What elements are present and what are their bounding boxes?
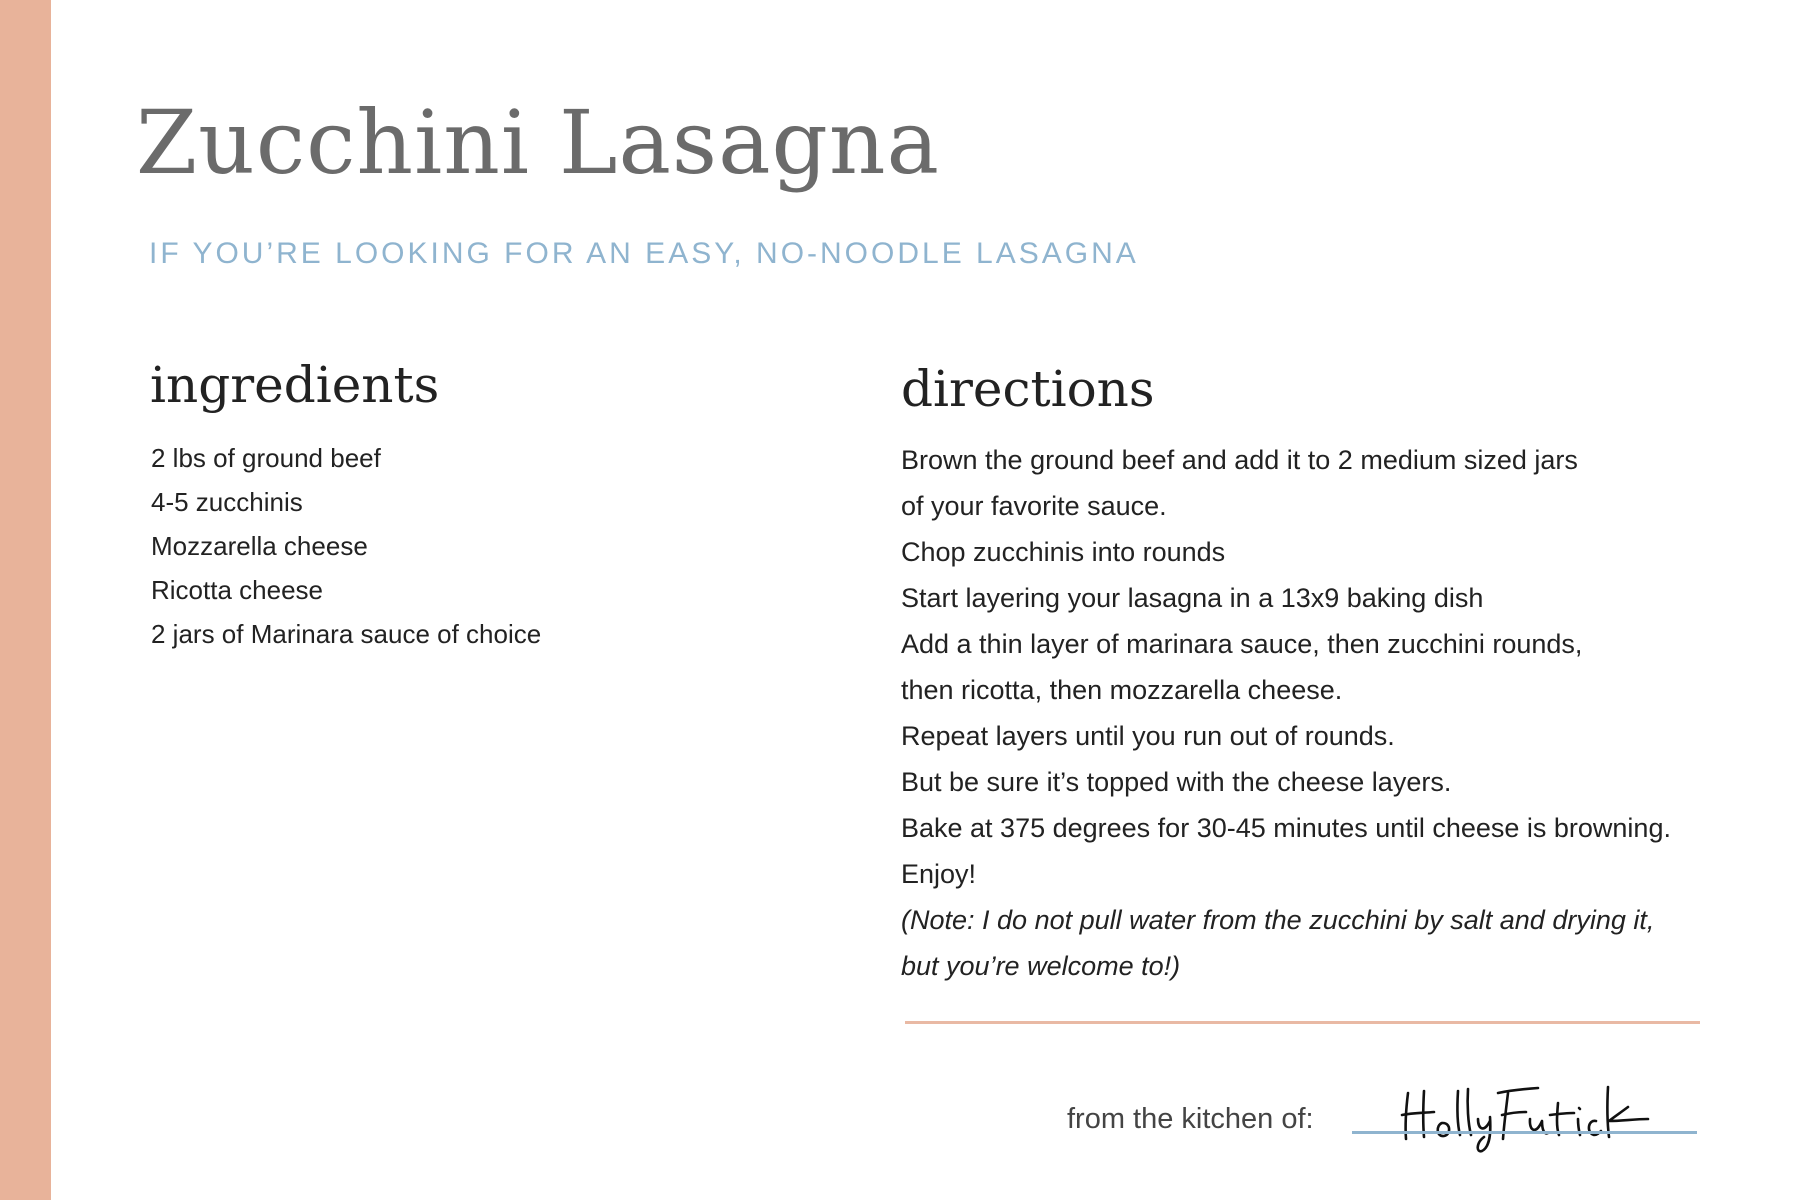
directions-list [901,437,1671,989]
direction-note-line: but you’re welcome to!) [901,951,1181,981]
direction-line: Brown the ground beef and add it to 2 medium sized jars [901,445,1578,475]
side-stripe [0,0,51,1200]
ingredient-item: 2 lbs of ground beef [151,443,381,473]
ingredient-item: 2 jars of Marinara sauce of choice [151,619,542,649]
ingredient-item: Ricotta cheese [151,575,323,605]
direction-line: Enjoy! [901,859,977,889]
direction-line: Start layering your lasagna in a 13x9 baking dish [901,583,1484,613]
direction-line: Chop zucchinis into rounds [901,537,1226,567]
direction-line: Add a thin layer of marinara sauce, then zucchini rounds, [901,629,1583,659]
direction-line: Bake at 375 degrees for 30-45 minutes until cheese is browning. [901,813,1671,843]
signature-line [1352,1131,1697,1134]
direction-line: of your favorite sauce. [901,491,1167,521]
directions-heading: directions [901,360,1155,418]
ingredient-item: Mozzarella cheese [151,531,368,561]
direction-note-line: (Note: I do not pull water from the zucchini by salt and drying it, [901,905,1655,935]
direction-line: Repeat layers until you run out of rounds. [901,721,1395,751]
ingredients-heading: ingredients [150,356,440,414]
ingredients-list [151,436,541,656]
ingredient-item: 4-5 zucchinis [151,487,303,517]
recipe-subtitle: IF YOU’RE LOOKING FOR AN EASY, NO-NOODLE LASAGNA [149,237,1139,270]
recipe-title: Zucchini Lasagna [136,91,941,194]
direction-line: then ricotta, then mozzarella cheese. [901,675,1343,705]
footer-divider [905,1021,1700,1024]
direction-line: But be sure it’s topped with the cheese layers. [901,767,1452,797]
signature-image [1390,1075,1690,1155]
kitchen-label: from the kitchen of: [1067,1103,1314,1135]
